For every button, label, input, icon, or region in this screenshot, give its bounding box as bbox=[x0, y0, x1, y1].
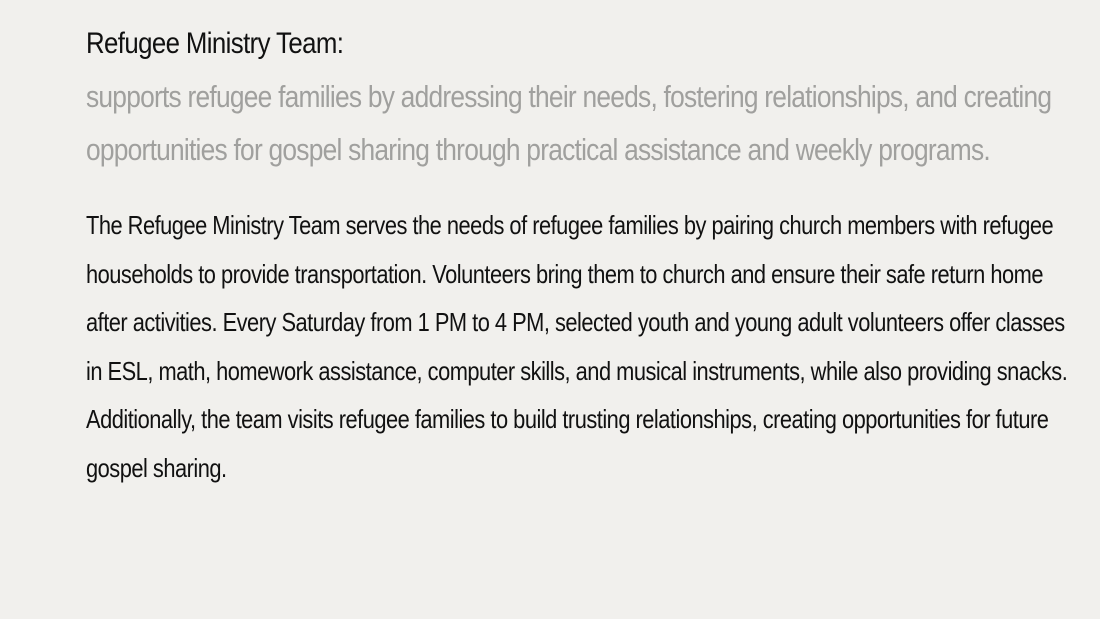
ministry-section bbox=[86, 18, 1071, 492]
team-description: The Refugee Ministry Team serves the needs of refugee families by pairing church members with refugee households to provide transportation. Volunteers bring them to church and ensure their safe return home after activities. Every Saturday from 1 PM to 4 PM, selected youth and young adult volunteers offer classes in ESL, math, homework assistance, computer skills, and musical instruments, while also providing snacks. Additionally, the team visits refugee families to build trusting relationships, creating opportunities for future gospel sharing. bbox=[86, 210, 1068, 483]
team-tagline: supports refugee families by addressing their needs, fostering relationships, and creating opportunities for gospel sharing through practical assistance and weekly programs. bbox=[86, 79, 1052, 167]
team-heading: Refugee Ministry Team: bbox=[86, 27, 344, 60]
